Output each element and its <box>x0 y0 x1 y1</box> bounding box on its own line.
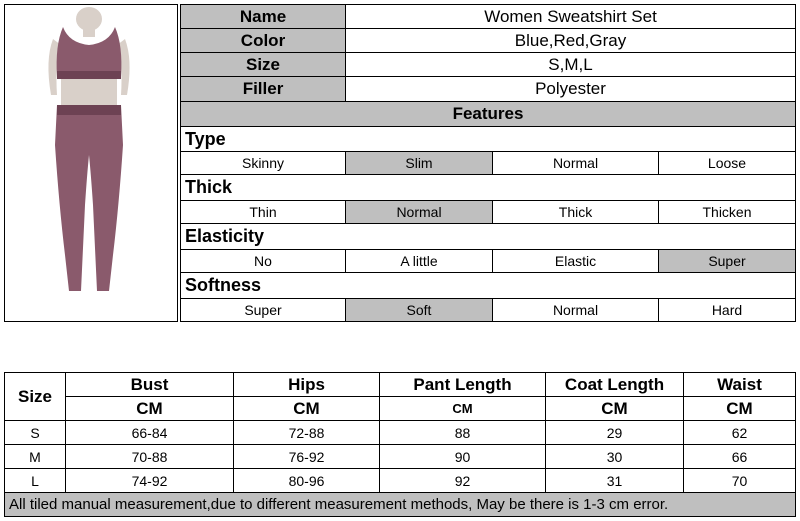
size-row-s-size: S <box>4 420 66 445</box>
spec-label-color: Color <box>180 28 346 53</box>
size-chart-unit-bust: CM <box>65 396 234 421</box>
size-row-s-hips: 72-88 <box>233 420 380 445</box>
spec-value-size: S,M,L <box>345 52 796 77</box>
size-chart-unit-waist: CM <box>683 396 796 421</box>
size-row-l-waist: 70 <box>683 468 796 493</box>
softness-option-hard: Hard <box>658 298 796 322</box>
size-row-m-coat-length: 30 <box>545 444 684 469</box>
size-row-m-pant-length: 90 <box>379 444 546 469</box>
size-row-s-waist: 62 <box>683 420 796 445</box>
size-row-m-waist: 66 <box>683 444 796 469</box>
garment-illustration <box>5 5 177 321</box>
size-chart-col-waist: Waist <box>683 372 796 397</box>
feature-thick-title: Thick <box>185 177 233 197</box>
type-option-loose: Loose <box>658 151 796 175</box>
spec-label-size: Size <box>180 52 346 77</box>
thick-option-thick: Thick <box>492 200 659 224</box>
measurement-note: All tiled manual measurement,due to different measurement methods, May be there is 1-3 cm error. <box>4 492 796 517</box>
size-row-m-hips: 76-92 <box>233 444 380 469</box>
features-header: Features <box>180 101 796 127</box>
spec-label-name: Name <box>180 4 346 29</box>
feature-elasticity-title: Elasticity <box>185 226 265 246</box>
size-row-s-bust: 66-84 <box>65 420 234 445</box>
elasticity-option-no: No <box>180 249 346 273</box>
softness-option-soft: Soft <box>345 298 493 322</box>
product-image <box>4 4 178 322</box>
softness-option-normal: Normal <box>492 298 659 322</box>
size-row-l-bust: 74-92 <box>65 468 234 493</box>
size-chart-unit-coat-length: CM <box>545 396 684 421</box>
size-row-l-size: L <box>4 468 66 493</box>
feature-type-title: Type <box>185 128 226 149</box>
thick-option-thin: Thin <box>180 200 346 224</box>
spec-value-name: Women Sweatshirt Set <box>345 4 796 29</box>
spec-label-filler: Filler <box>180 76 346 102</box>
type-option-normal: Normal <box>492 151 659 175</box>
spec-value-color: Blue,Red,Gray <box>345 28 796 53</box>
size-chart-size-header: Size <box>4 372 66 421</box>
elasticity-option-super: Super <box>658 249 796 273</box>
size-chart-col-pant-length: Pant Length <box>379 372 546 397</box>
size-chart-unit-hips: CM <box>233 396 380 421</box>
size-chart-col-coat-length: Coat Length <box>545 372 684 397</box>
size-row-m-size: M <box>4 444 66 469</box>
size-chart-unit-pant-length: CM <box>379 396 546 421</box>
type-option-skinny: Skinny <box>180 151 346 175</box>
size-row-m-bust: 70-88 <box>65 444 234 469</box>
size-chart-col-bust: Bust <box>65 372 234 397</box>
size-row-s-coat-length: 29 <box>545 420 684 445</box>
elasticity-option-a-little: A little <box>345 249 493 273</box>
spec-value-filler: Polyester <box>345 76 796 102</box>
size-row-l-hips: 80-96 <box>233 468 380 493</box>
thick-option-normal: Normal <box>345 200 493 224</box>
softness-option-super: Super <box>180 298 346 322</box>
size-row-l-coat-length: 31 <box>545 468 684 493</box>
thick-option-thicken: Thicken <box>658 200 796 224</box>
size-chart-col-hips: Hips <box>233 372 380 397</box>
feature-softness-title: Softness <box>185 275 262 295</box>
elasticity-option-elastic: Elastic <box>492 249 659 273</box>
size-row-l-pant-length: 92 <box>379 468 546 493</box>
size-row-s-pant-length: 88 <box>379 420 546 445</box>
type-option-slim: Slim <box>345 151 493 175</box>
